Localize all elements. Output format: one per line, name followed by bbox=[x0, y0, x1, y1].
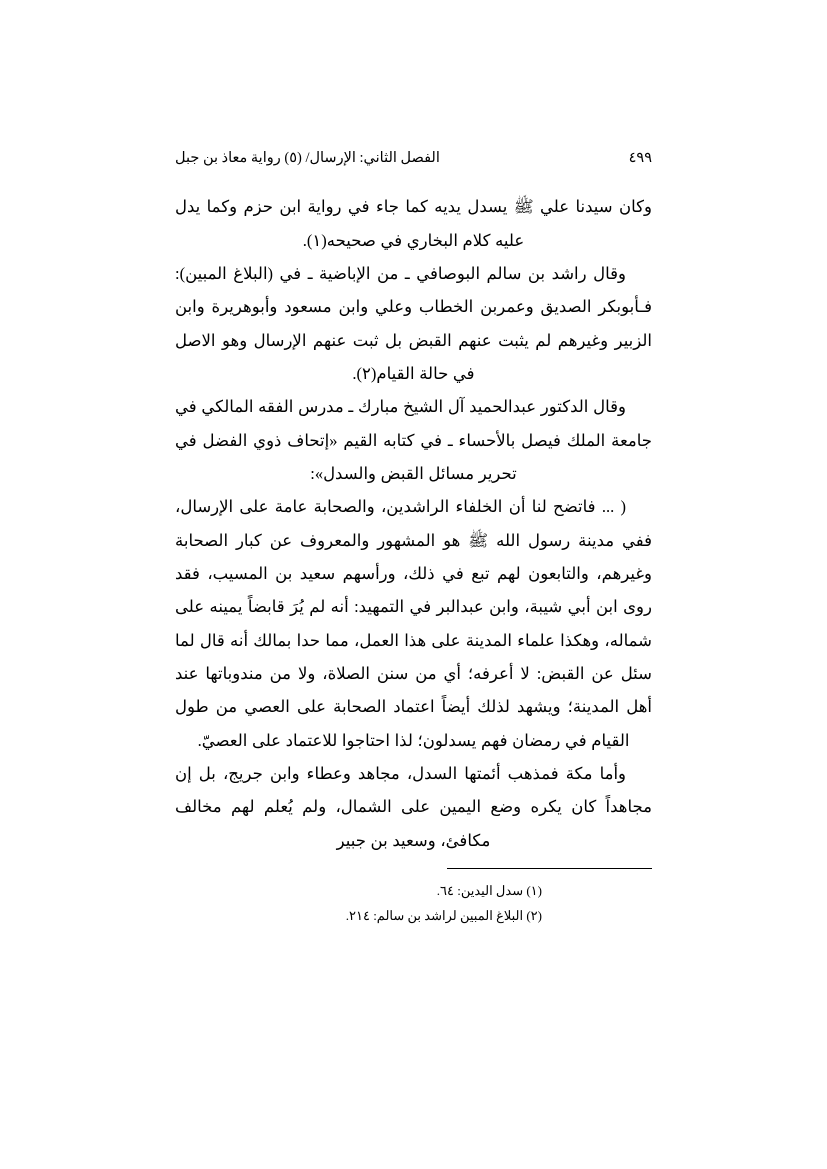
page-number: ٤٩٩ bbox=[628, 150, 652, 166]
running-head bbox=[175, 148, 652, 168]
footnote-separator bbox=[447, 868, 652, 869]
footnote-area bbox=[175, 868, 652, 929]
paragraph-5: وأما مكة فمذهب أئمتها السدل، مجاهد وعطاء وابن جريج، بل إن مجاهداً كان يكره وضع اليمين على الشمال، ولم يُعلم لهم مخالف مكافئ، وسعيد بن جبير bbox=[175, 763, 652, 850]
footnote-separator-wrap bbox=[175, 868, 652, 878]
page-content bbox=[175, 148, 652, 857]
paragraph-1: وكان سيدنا علي ﷺ يسدل يديه كما جاء في رواية ابن حزم وكما يدل عليه كلام البخاري في صحيحه(١). bbox=[175, 197, 652, 250]
paragraph-2: وقال راشد بن سالم البوصافي ـ من الإباضية ـ في (البلاغ المبين): فـأبوبكر الصديق وعمربن الخطاب وعلي وابن مسعود وأبوهريرة وابن الزبير وغيرهم لم يثبت عنهم القبض بل ثبت عنهم الإرسال وهو الاصل في حالة القيام(٢). bbox=[175, 263, 652, 383]
footnote-2: (٢) البلاغ المبين لراشد بن سالم: ٢١٤. bbox=[345, 908, 542, 924]
paragraph-4: ( ... فاتضح لنا أن الخلفاء الراشدين، والصحابة عامة على الإرسال، ففي مدينة رسول الله ﷺ هو المشهور والمعروف عن كبار الصحابة وغيرهم، والتابعون لهم تبع في ذلك، ورأسهم سعيد بن المسيب، فقد روى ابن أبي شيبة، وابن عبدالبر في التمهيد: أنه لم يُرَ قابضاً يمينه على شماله، وهكذا علماء المدينة على هذا العمل، مما حدا بمالك أنه قال لما سئل عن القبض: لا أعرفه؛ أي من سنن الصلاة، ولا من مندوباتها عند أهل المدينة؛ ويشهد لذلك أيضاً اعتماد الصحابة على العصي من طول القيام في رمضان فهم يسدلون؛ لذا احتاجوا للاعتماد على العصيّ. bbox=[175, 497, 652, 750]
paragraph-3: وقال الدكتور عبدالحميد آل الشيخ مبارك ـ مدرس الفقه المالكي في جامعة الملك فيصل بالأحساء ـ في كتابه القيم «إتحاف ذوي الفضل في تحرير مسائل القبض والسدل»: bbox=[175, 397, 652, 483]
footnote-1: (١) سدل اليدين: ٦٤. bbox=[436, 883, 542, 898]
running-head-title: الفصل الثاني: الإرسال/ (٥) رواية معاذ بن جبل bbox=[175, 150, 440, 166]
